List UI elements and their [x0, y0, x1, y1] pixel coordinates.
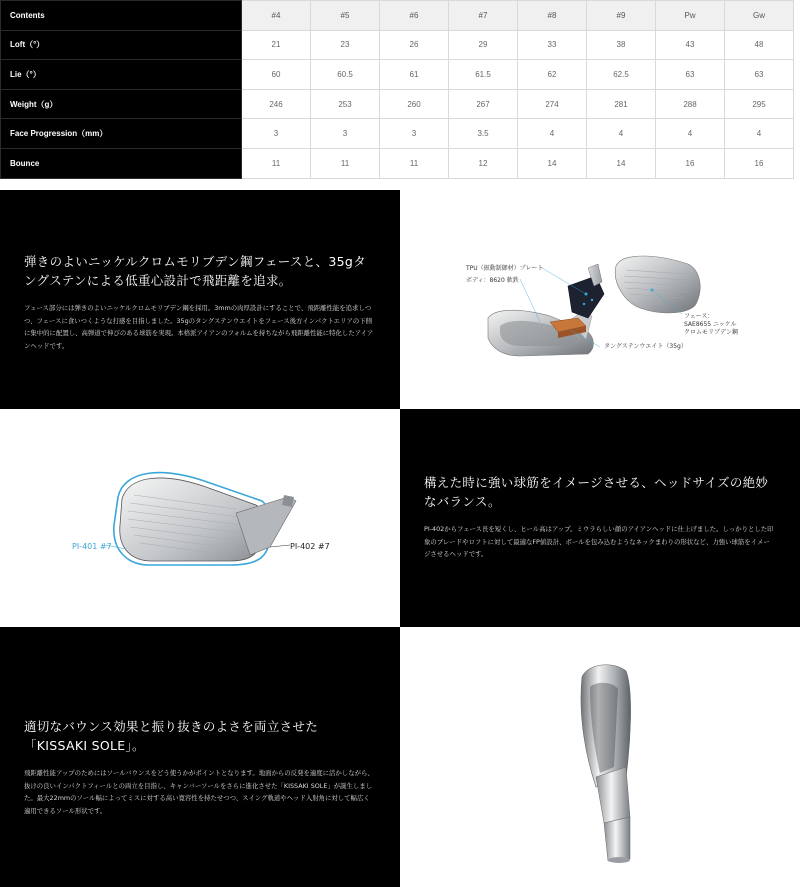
- spec-column-header: Gw: [725, 1, 794, 31]
- feature-title: 構えた時に強い球筋をイメージさせる、ヘッドサイズの絶妙なバランス。: [424, 475, 769, 509]
- spec-cell: 61.5: [449, 60, 518, 90]
- spec-cell: 62: [518, 60, 587, 90]
- spec-cell: 260: [380, 89, 449, 119]
- spec-cell: 38: [587, 30, 656, 60]
- spec-cell: 11: [311, 148, 380, 178]
- label-face-line3: クロムモリブデン鋼: [684, 329, 738, 336]
- face-plate-part: [615, 256, 700, 313]
- spec-table: [0, 0, 800, 184]
- feature-section-sole: [0, 627, 800, 887]
- spec-cell: 4: [587, 119, 656, 149]
- spec-row-label: Weight（g）: [1, 89, 242, 119]
- spec-cell: 3.5: [449, 119, 518, 149]
- spec-cell: 21: [242, 30, 311, 60]
- feature-image-panel: [0, 409, 400, 627]
- spec-column-header: #9: [587, 1, 656, 31]
- label-tpu-plate: TPU（振動制御材）プレート: [466, 265, 544, 272]
- head-comparison-illustration: [0, 409, 400, 627]
- feature-body: 飛距離性能アップのためにはソールバウンスをどう使うかがポイントとなります。地面からの反発を適度に活かしながら、抜けの良いインパクトフィールとの両立を目指し、キャンバーソールをさらに進化させた「KISSAKI SOLE」が誕生しました。最大22mmのソール幅によってミスに対する高い寛容性を持たせつつ、スイング軌道やヘッド入射角に対して幅広く適用できるソール形状です。: [24, 769, 374, 815]
- label-body: ボディ：8620 軟鉄: [466, 277, 519, 284]
- spec-cell: 43: [656, 30, 725, 60]
- spec-cell: 12: [449, 148, 518, 178]
- spec-cell: 16: [656, 148, 725, 178]
- label-pi401: PI-401 #7: [72, 542, 112, 551]
- spec-cell: 62.5: [587, 60, 656, 90]
- spec-cell: 253: [311, 89, 380, 119]
- label-pi402: PI-402 #7: [290, 542, 330, 551]
- spec-row-label: Lie（°）: [1, 60, 242, 90]
- spec-cell: 33: [518, 30, 587, 60]
- spec-cell: 16: [725, 148, 794, 178]
- spec-cell: 23: [311, 30, 380, 60]
- spec-row-bounce: [1, 148, 794, 178]
- spec-cell: 48: [725, 30, 794, 60]
- spec-cell: 274: [518, 89, 587, 119]
- spec-cell: 60: [242, 60, 311, 90]
- spec-column-header: Pw: [656, 1, 725, 31]
- spec-column-header: #7: [449, 1, 518, 31]
- label-face-line1: フェース：: [684, 313, 714, 320]
- spec-row-loft: [1, 30, 794, 60]
- label-tungsten-weight: タングステンウエイト（35g）: [604, 343, 687, 350]
- spec-cell: 60.5: [311, 60, 380, 90]
- spec-cell: 14: [518, 148, 587, 178]
- spec-row-face-progression: [1, 119, 794, 149]
- feature-text-panel: [0, 190, 400, 409]
- spec-cell: 281: [587, 89, 656, 119]
- spec-column-header: #8: [518, 1, 587, 31]
- spec-cell: 61: [380, 60, 449, 90]
- spec-cell: 11: [380, 148, 449, 178]
- pi402-head: [120, 478, 296, 561]
- spec-column-header: #6: [380, 1, 449, 31]
- feature-image-panel: [400, 190, 800, 409]
- spec-cell: 11: [242, 148, 311, 178]
- spec-row-lie: [1, 60, 794, 90]
- exploded-iron-head-illustration: [400, 190, 800, 409]
- spec-column-header: #5: [311, 1, 380, 31]
- spec-cell: 14: [587, 148, 656, 178]
- spec-cell: 288: [656, 89, 725, 119]
- spec-row-weight: [1, 89, 794, 119]
- spec-row-label: Face Progression（mm）: [1, 119, 242, 149]
- spec-header-row: [1, 1, 794, 31]
- spec-header-label: Contents: [1, 1, 242, 31]
- spec-cell: 3: [311, 119, 380, 149]
- spec-cell: 3: [242, 119, 311, 149]
- sole-view-illustration: [400, 627, 800, 887]
- spec-cell: 295: [725, 89, 794, 119]
- iron-hosel-neck: [596, 767, 630, 863]
- spec-cell: 29: [449, 30, 518, 60]
- feature-text-panel: [400, 409, 800, 627]
- spec-cell: 63: [656, 60, 725, 90]
- spec-cell: 267: [449, 89, 518, 119]
- feature-image-panel: [400, 627, 800, 887]
- spec-cell: 246: [242, 89, 311, 119]
- feature-title: 適切なバウンス効果と振り抜きのよさを両立させた「KISSAKI SOLE」。: [24, 719, 319, 753]
- feature-text-panel: [0, 627, 400, 887]
- spec-row-label: Bounce: [1, 148, 242, 178]
- spec-column-header: #4: [242, 1, 311, 31]
- spec-cell: 4: [518, 119, 587, 149]
- feature-title: 弾きのよいニッケルクロムモリブデン鋼フェースと、35gタングステンによる低重心設計で飛距離を追求。: [24, 254, 366, 288]
- feature-body: PI-402からフェース長を短くし、ヒール高はアップ。ミウラらしい顔のアイアンヘッドに仕上げました。しっかりとした印象のブレードやロフトに対して最適なFP値設計、ボールを包み込むようなネックまわりの形状など、力強い球筋をイメージさせるヘッドです。: [424, 525, 774, 558]
- spec-cell: 63: [725, 60, 794, 90]
- spec-row-label: Loft（°）: [1, 30, 242, 60]
- spec-cell: 3: [380, 119, 449, 149]
- feature-body: フェース部分には弾きのよいニッケルクロムモリブデン鋼を採用。3mmの肉厚設計にすることで、飛距離性能を追求しつつ、フェースに食いつくような打感を目指しました。35gのタングステンウエイトをフェース後方インパクトエリアの下側に集中的に配置し、高弾道で伸びのある球筋を実現。本格派アイアンのフォルムを持ちながら飛距離性能に特化したアイアンヘッドです。: [24, 304, 374, 350]
- feature-section-head-size: [0, 409, 800, 627]
- spec-cell: 4: [656, 119, 725, 149]
- spec-cell: 26: [380, 30, 449, 60]
- label-face-line2: SAE8655 ニッケル: [684, 321, 737, 328]
- spec-cell: 4: [725, 119, 794, 149]
- feature-section-face: [0, 190, 800, 409]
